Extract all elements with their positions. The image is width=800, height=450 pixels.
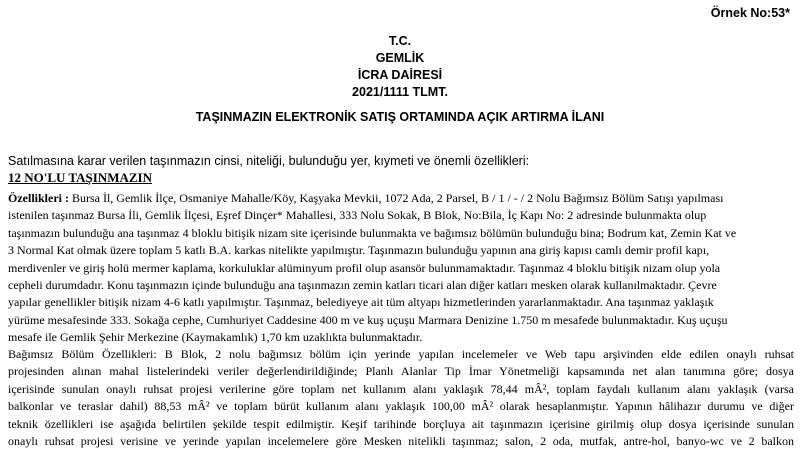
header-office: İCRA DAİRESİ (357, 68, 443, 82)
unit-properties-line: teknik özellikleri ise aşağıda belirtilen şekilde tespit edilmiştir. Keşif tarihinde borçluya ait taşınmazın içerisine girilmiş olup dosya içerisinde sunulan (8, 416, 794, 431)
unit-properties-line: projesinden alınan mahal listelerindeki veriler değerlendirildiğinde; Planlı Alanlar Tip İmar Yönetmeliği kapsamında net alan tanımına göre; dosya (8, 364, 794, 379)
unit-properties-line: onaylı ruhsat projesi verisine ve yerinde yapılan incelemelere göre Mesken nitelikli taşınmaz; salon, 2 oda, mutfak, antre-hol, banyo-wc ve 2 balkon (8, 434, 794, 449)
sample-number: Örnek No:53* (710, 6, 790, 20)
properties-line: cepheli durumdadır. Konu taşınmazın içinde bulunduğu ana taşınmazın zemin katları ticari alan diğer katları mesken olarak kullanılmaktadır. Çevre (8, 278, 717, 293)
intro-text: Satılmasına karar verilen taşınmazın cinsi, niteliği, bulunduğu yer, kıymeti ve önemli özellikleri: (8, 154, 530, 168)
section-heading: 12 NO'LU TAŞINMAZIN (8, 170, 152, 185)
properties-line: Özellikleri : Bursa İl, Gemlik İlçe, Osmaniye Mahalle/Köy, Kaşyaka Mevkii, 1072 Ada, 2 Parsel, B / 1 / - / 2 Nolu Bağımsız Bölüm Satışı yapılması (8, 191, 724, 205)
properties-line: yapılar genellikler bitişik nizam 4-6 katlı yapılmıştır. Taşınmaz, belediyeye ait tüm altyapı hizmetlerinden yararlanmaktadır. Ana taşınmaz yaklaşık (8, 295, 714, 310)
header-city: GEMLİK (375, 51, 425, 65)
properties-paragraph (8, 190, 794, 347)
properties-line: 3 Normal Kat olmak üzere toplam 5 katlı B.A. karkas nitelikte yapılmıştır. Taşınmazın bulunduğu yapının ana giriş kapısı camlı demir profil kapı, (8, 243, 710, 258)
properties-label: Özellikleri : (8, 191, 69, 205)
header-tc: T.C. (388, 34, 412, 48)
unit-properties-line: balkonlar ve teraslar dahil) 88,53 mÂ² ve toplam bürüt kullanım alanı yaklaşık 100,00 mÂ² olarak hesaplanmıştır. Yapının hâlihazır durumu ve diğer (8, 399, 794, 414)
properties-line: merdivenler ve giriş holü mermer kaplama, korkuluklar alüminyum profil olup asansör bulunmamaktadır. Taşınmaz 4 bloklu bitişik nizam olup yola (8, 260, 721, 275)
document-title: TAŞINMAZIN ELEKTRONİK SATIŞ ORTAMINDA AÇIK ARTIRMA İLANI (195, 110, 605, 124)
unit-properties-line: içerisinde sunulan onaylı ruhsat projesi verilerine göre toplam net kullanım alanı yaklaşık 78,44 mÂ², toplam faydalı kullanım alanı yaklaşık (varsa (8, 381, 794, 396)
properties-line: yürüme mesafesinde 333. Sokağa cephe, Cumhuriyet Caddesine 400 m ve kuş uçuşu Marmara Denizine 1.750 m mesafede bulunmaktadır. Kuş uçuşu (8, 312, 728, 327)
properties-line: istenilen taşınmaz Bursa İli, Gemlik İlçesi, Eşref Dinçer* Mahallesi, 333 Nolu Sokak, B Blok, No:Bila, İç Kapı No: 2 adresinde bulunmakta olup (8, 208, 707, 223)
properties-line: taşınmazın bulunduğu ana taşınmaz 4 bloklu bitişik nizam site içerisinde bulunmakta ve bağımsız bölümün bulunduğu bina; Bodrum kat, Zemin Kat ve (8, 225, 737, 240)
unit-properties-paragraph (8, 346, 794, 450)
header-file-number: 2021/1111 TLMT. (352, 85, 448, 99)
unit-properties-line: Bağımsız Bölüm Özellikleri: B Blok, 2 nolu bağımsız bölüm için yerinde yapılan incelemeler ve Web tapu arşivinden elde edilen onaylı ruhsat (8, 347, 794, 361)
properties-line: mesafe ile Gemlik Şehir Merkezine (Kaymakamlık) 1,70 km uzaklıkta bulunmaktadır. (8, 330, 423, 345)
